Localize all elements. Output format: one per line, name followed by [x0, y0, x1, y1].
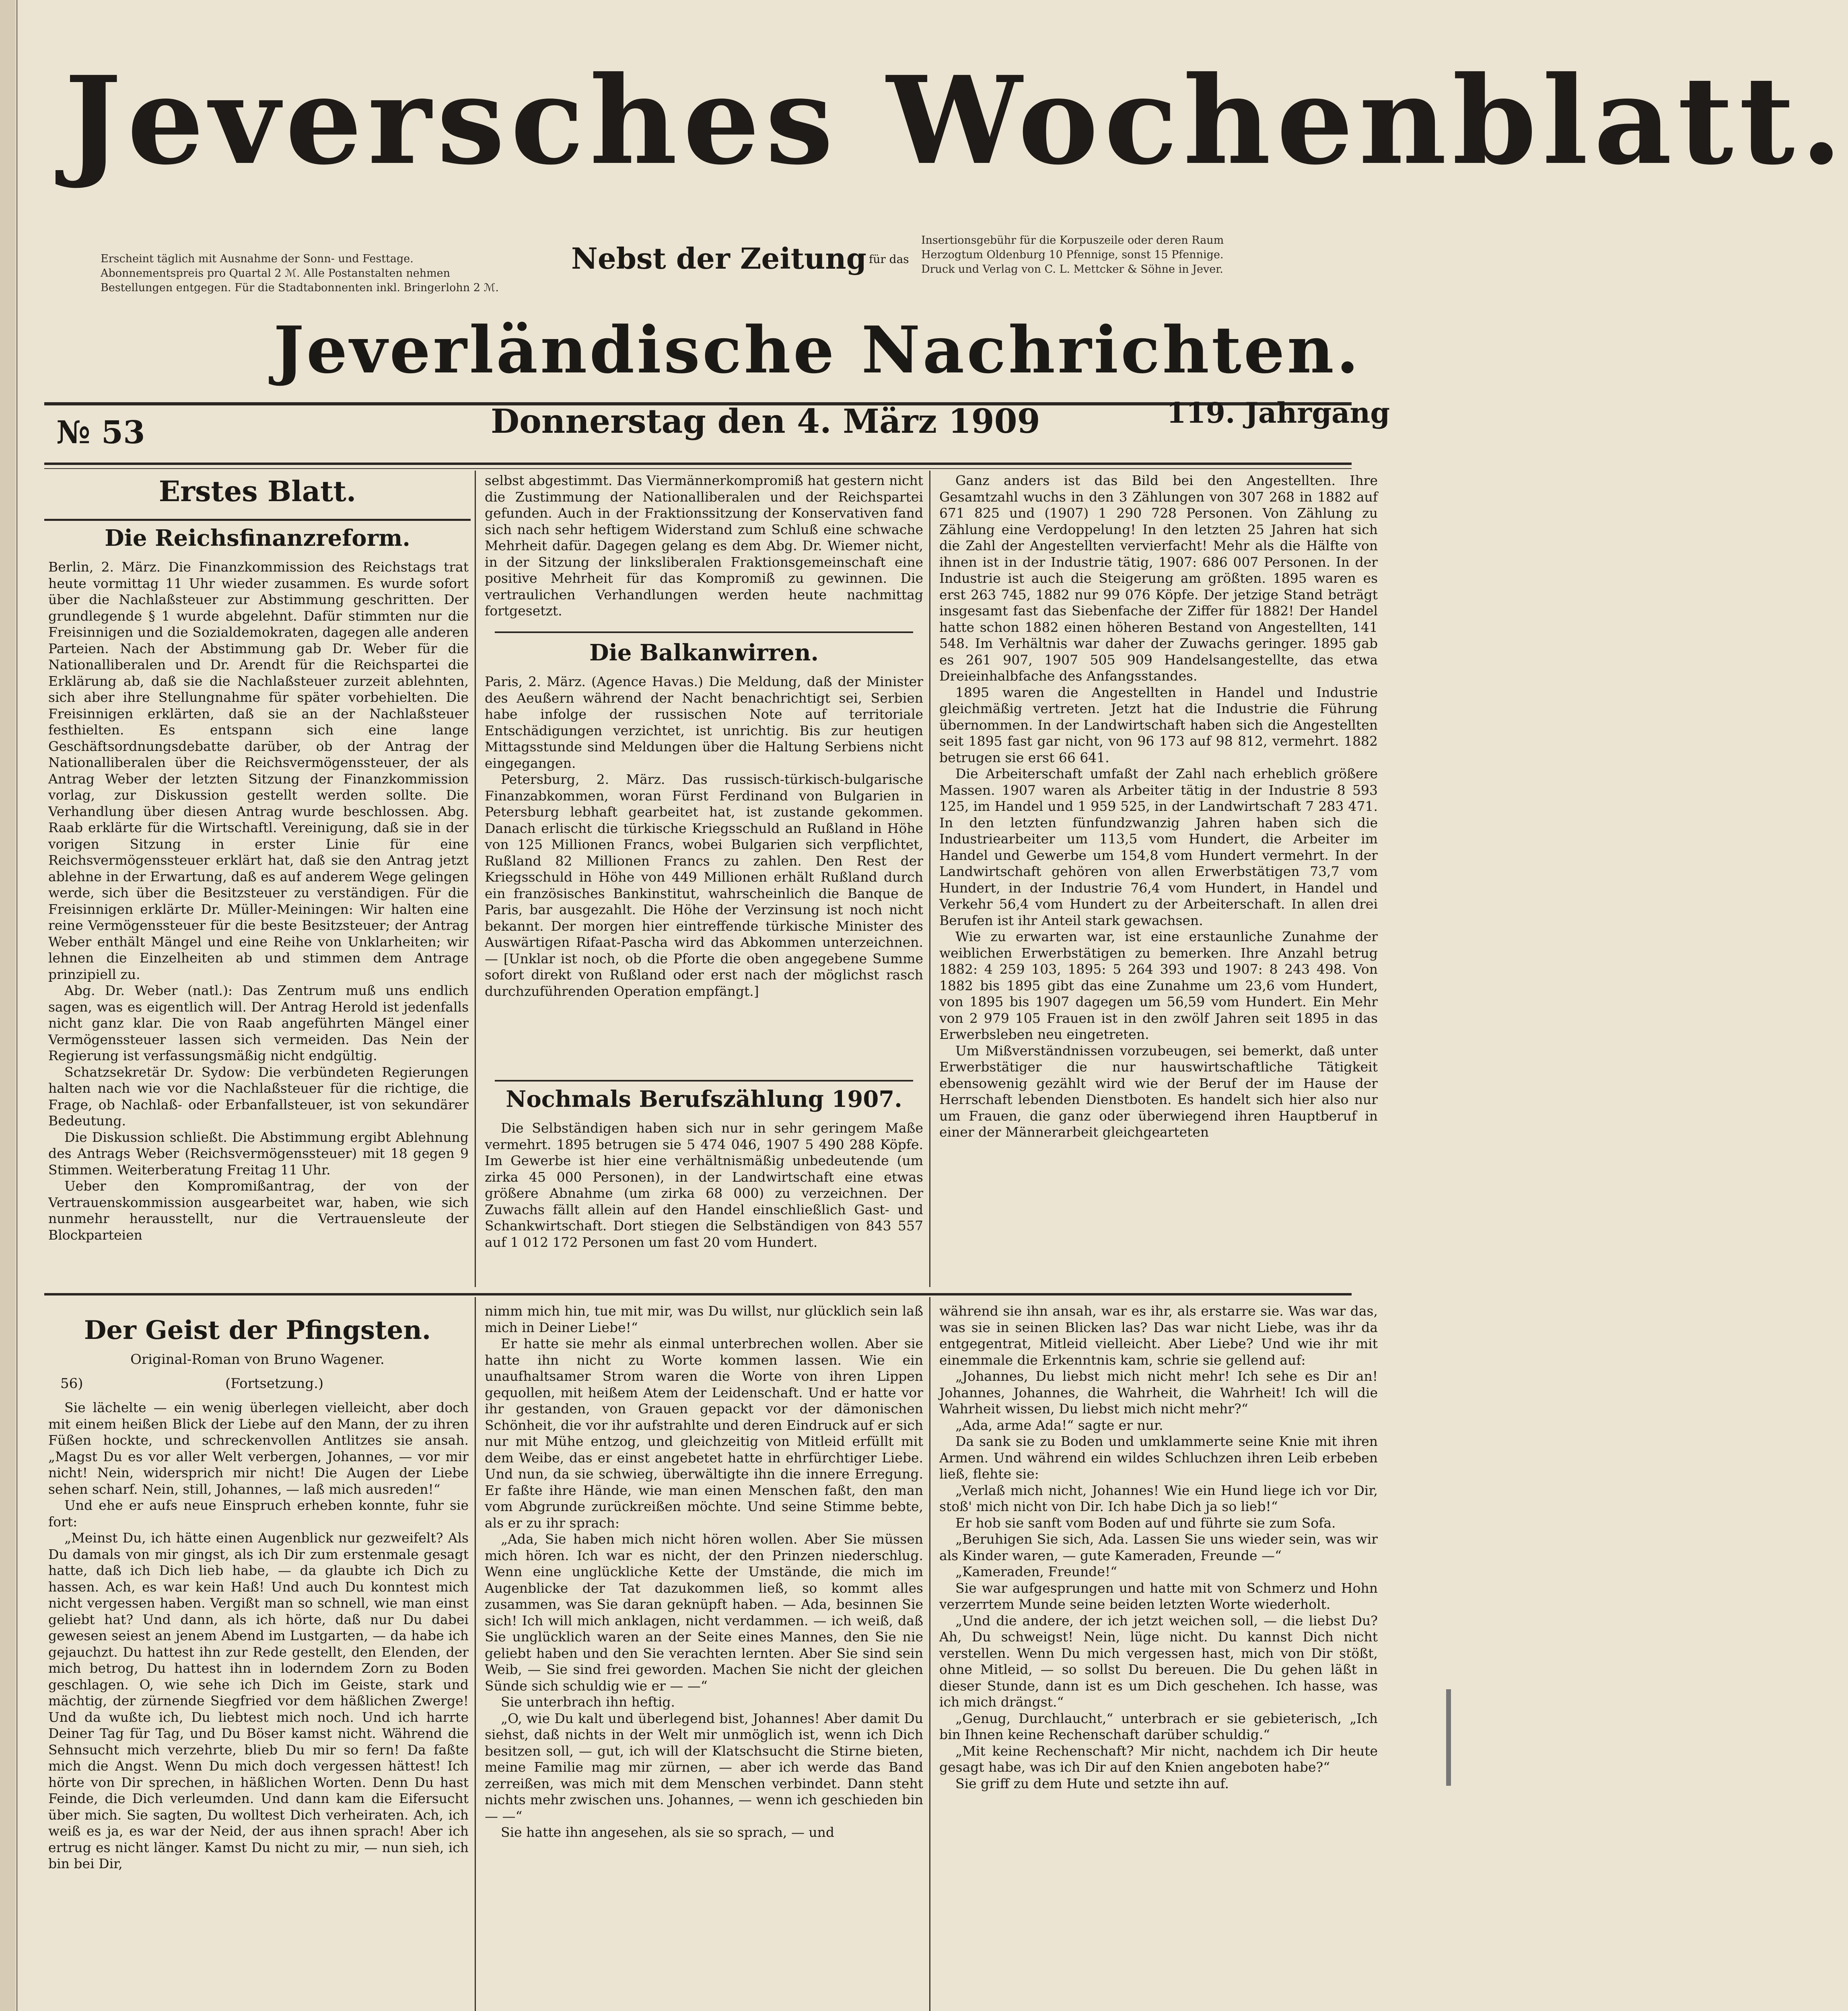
- story-paragraph: „Und die andere, der ich jetzt weichen soll, — die liebst Du? Ah, Du schweigst! Nein, lüge nicht. Du kannst Dich nicht verstellen. Wenn Du mich vergessen hast, mich von Dir stößt, ohne Mitleid, — so sollst Du bereuen. Die Du gehen läßt in dieser Stunde, dann ist es um Dich geschehen. Ich hasse, was ich mich drängst.“: [939, 1612, 1378, 1710]
- story-paragraph: „Meinst Du, ich hätte einen Augenblick nur gezweifelt? Als Du damals von mir gingst, als ich Dir zum erstenmale gesagt hatte, daß ich Dich lieb habe, — da glaubte ich Dich zu hassen. Ach, es war kein Haß! Und auch Du konntest mich nicht vergessen haben. Vergißt man so schnell, wie man einst geliebt hat? Und dann, als ich hörte, daß nur Du dabei gewesen seiest an jenem Abend im Lustgarten, — da habe ich gejauchzt. Du hattest ihn zur Rede gestellt, den Elenden, der mich betrog, Du hattest ihn in loderndem Zorn zu Boden geschlagen. O, wie sehe ich Dich im Geiste, stark und mächtig, der zürnende Siegfried vor dem häßlichen Zwerge! Und da wußte ich, Du liebtest mich noch. Und ich harrte Deiner Tag für Tag, und Du Böser kamst nicht. Während die Sehnsucht mich verzehrte, blieb Du mir so fern! Da faßte mich die Angst. Wenn Du mich doch vergessen hättest! Ich hörte von Dir sprechen, in häßlichen Worten. Denn Du hast Feinde, die Dich verleumden. Und dann kam die Eifersucht über mich. Sie sagten, Du wolltest Dich verheiraten. Ach, ich weiß es ja, es war der Neid, der aus ihnen sprach! Aber ich ertrug es nicht länger. Kamst Du nicht zu mir, — nun sieh, ich bin bei Dir,: [48, 1530, 469, 1871]
- feuilleton-col3: [939, 1303, 1378, 2011]
- nebst-der-zeitung: Nebst der Zeitung: [571, 241, 866, 276]
- masthead-rule-bottom-thin: [44, 468, 1352, 469]
- installment-number: 56): [60, 1376, 83, 1392]
- issue-number: № 53: [56, 414, 145, 451]
- column-divider-1: [475, 471, 476, 1287]
- reichsfinanzreform-continuation: [485, 473, 923, 625]
- feuilleton-rule: [44, 1293, 1352, 1295]
- berufszaehlung-continuation: [939, 473, 1378, 1285]
- berufszaehlung-heading: Nochmals Berufszählung 1907.: [506, 1086, 902, 1112]
- issue-date: Donnerstag den 4. März 1909: [491, 402, 1040, 441]
- balkan-rule: [495, 631, 913, 633]
- feuilleton-divider-1: [475, 1297, 476, 2011]
- erstes-blatt-rule: [44, 519, 471, 521]
- story-paragraph: während sie ihn ansah, war es ihr, als erstarre sie. Was war das, was sie in seinen Blicken las? Das war nicht Liebe, was ihr da entgegentrat, Mitleid vielleicht. Aber Liebe? Und wie ihr mit einemmale die Erkenntnis kam, schrie sie gellend auf:: [939, 1303, 1378, 1368]
- article-paragraph: Abg. Dr. Weber (natl.): Das Zentrum muß uns endlich sagen, was es eigentlich will. Der Antrag Herold ist jedenfalls nicht ganz klar. Die von Raab angeführten Mängel einer Vermögenssteuer lassen sich vermeiden. Das Nein der Regierung ist verfassungsmäßig nicht endgültig.: [48, 983, 469, 1063]
- story-paragraph: Er hatte sie mehr als einmal unterbrechen wollen. Aber sie hatte ihn nicht zu Worte kommen lassen. Wie ein unaufhaltsamer Strom waren die Worte von ihren Lippen gequollen, mit heißem Atem der Leidenschaft. Und er hatte vor ihr gestanden, von Grauen gepackt vor der dämonischen Schönheit, die vor ihr aufstrahlte und deren Eindruck auf er sich nur mit Mühe entzog, und gleichzeitig von Mitleid erfüllt mit dem Weibe, das er einst angebetet hatte in ehrfürchtiger Liebe. Und nun, da sie schwieg, überwältigte ihn die innere Erregung. Er faßte ihre Hände, wie man einen Menschen faßt, den man vom Abgrunde zurückreißen möchte. Und seine Stimme bebte, als er zu ihr sprach:: [485, 1336, 923, 1531]
- feuilleton-col2: [485, 1303, 923, 2011]
- article-paragraph: Um Mißverständnissen vorzubeugen, sei bemerkt, daß unter Erwerbstätiger die nur hauswirtschaftliche Tätigkeit ebensowenig gezählt wird wie der Beruf der im Hause der Herrschaft lebenden Dienstboten. Es handelt sich hier also nur um Frauen, die ganz oder überwiegend ihren Hauptberuf in einer der Männerarbeit gleichgearteten: [939, 1043, 1378, 1140]
- story-paragraph: „Johannes, Du liebst mich nicht mehr! Ich sehe es Dir an! Johannes, Johannes, die Wahrheit, die Wahrheit! Ich will die Wahrheit wissen, Du liebst mich nicht mehr?“: [939, 1368, 1378, 1417]
- article-paragraph: Schatzsekretär Dr. Sydow: Die verbündeten Regierungen halten nach wie vor die Nachlaßsteuer für die richtige, die Frage, ob Nachlaß- oder Erbanfallsteuer, ist von sekundärer Bedeutung.: [48, 1064, 469, 1129]
- subscription-note: Erscheint täglich mit Ausnahme der Sonn- und Festtage. Abonnementspreis pro Quartal 2 ℳ. Alle Postanstalten nehmen Bestellungen entgegen. Für die Stadtabonnenten inkl. Bringerlohn 2 ℳ.: [101, 253, 499, 294]
- insertion-fee-note: Insertionsgebühr für die Korpuszeile oder deren Raum Herzogtum Oldenburg 10 Pfennige, sonst 15 Pfennige. Druck und Verlag von C. L. Mettcker & Söhne in Jever.: [921, 234, 1224, 276]
- continuation-label: (Fortsetzung.): [225, 1376, 324, 1392]
- article-paragraph: Petersburg, 2. März. Das russisch-türkisch-bulgarische Finanzabkommen, woran Fürst Ferdinand von Bulgarien in Petersburg lebhaft gearbeitet hat, ist zustande gekommen. Danach erlischt die türkische Kriegsschuld an Rußland in Höhe von 125 Millionen Francs, wobei Bulgarien sich verpflichtet, Rußland 82 Millionen Francs zu zahlen. Den Rest der Kriegsschuld in Höhe von 449 Millionen erhält Rußland durch ein französisches Bankinstitut, wahrscheinlich die Banque de Paris, bar ausgezahlt. Die Höhe der Verzinsung ist noch nicht bekannt. Der morgen hier eintreffende türkische Minister des Auswärtigen Rifaat-Pascha wird das Abkommen unterzeichnen. — [Unklar ist noch, ob die Pforte die oben angegebene Summe sofort direkt von Rußland oder erst nach der möglichst rasch durchzuführenden Operation empfängt.]: [485, 771, 923, 999]
- story-paragraph: Sie war aufgesprungen und hatte mit von Schmerz und Hohn verzerrtem Munde seine beiden letzten Worte wiederholt.: [939, 1580, 1378, 1612]
- story-paragraph: „Genug, Durchlaucht,“ unterbrach er sie gebieterisch, „Ich bin Ihnen keine Rechenschaft darüber schuldig.“: [939, 1710, 1378, 1742]
- article-paragraph: Berlin, 2. März. Die Finanzkommission des Reichstags trat heute vormittag 11 Uhr wieder zusammen. Es wurde sofort über die Nachlaßsteuer zur Abstimmung geschritten. Der grundlegende § 1 wurde abgelehnt. Dafür stimmten nur die Freisinnigen und die Sozialdemokraten, dagegen alle anderen Parteien. Nach der Abstimmung gab Dr. Weber für die Nationalliberalen und Dr. Arendt für die Reichspartei die Erklärung ab, daß sie die Nachlaßsteuer zurzeit ablehnten, sich aber ihre Stellungnahme für später vorbehielten. Die Freisinnigen erklärten, daß sie an der Nachlaßsteuer festhielten. Es entspann sich eine lange Geschäftsordnungsdebatte darüber, ob der Antrag der Nationalliberalen über die Reichsvermögenssteuer, der als Antrag Weber der letzten Sitzung der Finanzkommission vorlag, zur Diskussion gestellt werden sollte. Die Verhandlung über diesen Antrag wurde beschlossen. Abg. Raab erklärte für die Wirtschaftl. Vereinigung, daß sie in der vorigen Sitzung in erster Linie für eine Reichsvermögenssteuer erklärt hat, daß sie den Antrag jetzt ablehne in der Erwartung, daß es auf anderem Wege gelingen werde, sich über die Besitzsteuer zu verständigen. Für die Freisinnigen erklärte Dr. Müller-Meiningen: Wir halten eine reine Vermögenssteuer für die beste Besitzsteuer; der Antrag Weber enthält Mängel und eine Reihe von Unklarheiten; wir lehnen die Einzelheiten ab und stimmen dem Antrage prinzipiell zu.: [48, 559, 469, 982]
- story-paragraph: „Mit keine Rechenschaft? Mir nicht, nachdem ich Dir heute gesagt habe, was ich Dir auf den Knien angeboten habe?“: [939, 1743, 1378, 1775]
- article-paragraph: 1895 waren die Angestellten in Handel und Industrie gleichmäßig vertreten. Jetzt hat die Industrie die Führung übernommen. In der Landwirtschaft haben sich die Angestellten seit 1895 fast gar nicht, von 96 173 auf 98 812, vermehrt. 1882 betrugen sie erst 66 641.: [939, 684, 1378, 765]
- column-divider-2: [929, 471, 930, 1287]
- story-paragraph: Und ehe er aufs neue Einspruch erheben konnte, fuhr sie fort:: [48, 1497, 469, 1530]
- story-paragraph: Sie unterbrach ihn heftig.: [501, 1694, 675, 1710]
- feuilleton-byline: Original-Roman von Bruno Wagener.: [130, 1351, 385, 1367]
- article-paragraph: Die Selbständigen haben sich nur in sehr geringem Maße vermehrt. 1895 betrugen sie 5 474 046, 1907 5 490 288 Köpfe. Im Gewerbe ist hier eine verhältnismäßig unbedeutende (um zirka 45 000 Personen), in der Landwirtschaft eine etwas größere Abnahme (um zirka 68 000) zu verzeichnen. Der Zuwachs fällt allein auf den Handel einschließlich Gast- und Schankwirtschaft. Dort stiegen die Selbständigen von 843 557 auf 1 012 172 Personen um fast 20 vom Hundert.: [485, 1120, 923, 1250]
- erstes-blatt-label: Erstes Blatt.: [158, 475, 356, 508]
- story-paragraph: „Ada, arme Ada!“ sagte er nur.: [955, 1417, 1163, 1433]
- fuer-das-label: für das: [869, 253, 909, 266]
- story-paragraph: Er hob sie sanft vom Boden auf und führte sie zum Sofa.: [955, 1515, 1336, 1531]
- story-paragraph: Sie hatte ihn angesehen, als sie so sprach, — und: [501, 1824, 835, 1840]
- story-paragraph: „Beruhigen Sie sich, Ada. Lassen Sie uns wieder sein, was wir als Kinder waren, — gute Kameraden, Freunde —“: [939, 1531, 1378, 1563]
- balkanwirren-body: [485, 674, 923, 1076]
- article-paragraph: Ueber den Kompromißantrag, der von der Vertrauenskommission ausgearbeitet war, haben, wie sich nunmehr herausstellt, nur die Vertrauensleute der Blockparteien: [48, 1178, 469, 1243]
- balkanwirren-heading: Die Balkanwirren.: [589, 639, 819, 666]
- page-left-edge: [0, 0, 15, 2011]
- scan-edge-mark: [1446, 1689, 1451, 1786]
- article-paragraph: Die Arbeiterschaft umfaßt der Zahl nach erheblich größere Massen. 1907 waren als Arbeiter tätig in der Industrie 8 593 125, im Handel und 1 959 525, in der Landwirtschaft 7 283 471. In den letzten fünfundzwanzig Jahren haben sich die Industriearbeiter um 113,5 vom Hundert, die Arbeiter im Handel und Gewerbe um 154,8 vom Hundert vermehrt. In der Landwirtschaft gehören von allen Erwerbstätigen 73,7 vom Hundert, in der Industrie 76,4 vom Hundert, in Handel und Verkehr 56,4 vom Hundert zu der Arbeiterschaft. In allen drei Berufen ist ihr Anteil stark gewachsen.: [939, 766, 1378, 928]
- feuilleton-col1: [48, 1400, 469, 2011]
- story-paragraph: „Ada, Sie haben mich nicht hören wollen. Aber Sie müssen mich hören. Ich war es nicht, der den Prinzen niederschlug. Wenn eine unglückliche Kette der Umstände, die mich im Augenblicke der Tat dazukommen ließ, so kommt alles zusammen, was Sie daran geknüpft haben. — Ada, besinnen Sie sich! Ich will mich anklagen, nicht verdammen. — ich weiß, daß Sie unglücklich waren an der Seite eines Mannes, den Sie nie geliebt haben und den Sie verachten lernten. Aber Sie sind sein Weib, — Sie sind frei geworden. Machen Sie nicht der gleichen Sünde sich schuldig wie er — —“: [485, 1531, 923, 1694]
- article-paragraph: Wie zu erwarten war, ist eine erstaunliche Zunahme der weiblichen Erwerbstätigen zu bemerken. Ihre Anzahl betrug 1882: 4 259 103, 1895: 5 264 393 und 1907: 8 243 498. Von 1882 bis 1895 gibt das eine Zunahme um 23,6 vom Hundert, von 1895 bis 1907 dagegen um 56,59 vom Hundert. Ein Mehr von 2 979 105 Frauen ist in den zwölf Jahren seit 1895 in das Erwerbsleben neu eingetreten.: [939, 929, 1378, 1042]
- story-paragraph: „O, wie Du kalt und überlegend bist, Johannes! Aber damit Du siehst, daß nichts in der Welt mir unmöglich ist, wenn ich Dich besitzen soll, — gut, ich will der Klatschsucht die Stirne bieten, meine Familie mag mir zürnen, — aber ich werde das Band zerreißen, was mich mit dem Menschen verbindet. Dann steht nichts mehr zwischen uns. Johannes, — wenn ich geschieden bin — —“: [485, 1710, 923, 1824]
- article-paragraph: Die Diskussion schließt. Die Abstimmung ergibt Ablehnung des Antrags Weber (Reichsvermögenssteuer) mit 18 gegen 9 Stimmen. Weiterberatung Freitag 11 Uhr.: [48, 1129, 469, 1178]
- story-paragraph: „Verlaß mich nicht, Johannes! Wie ein Hund liege ich vor Dir, stoß' mich nicht von Dir. Ich habe Dich ja so lieb!“: [939, 1482, 1378, 1514]
- story-paragraph: Sie lächelte — ein wenig überlegen vielleicht, aber doch mit einem heißen Blick der Liebe auf den Mann, der zu ihren Füßen hockte, und schreckenvollen Antlitzes sie ansah. „Magst Du es vor aller Welt verbergen, Johannes, — vor mir nicht! Nein, widersprich mir nicht! Die Augen der Liebe sehen scharf. Nein, still, Johannes, — laß mich ausreden!“: [48, 1400, 469, 1497]
- berufszaehlung-body: [485, 1120, 923, 1285]
- reichsfinanzreform-heading: Die Reichsfinanzreform.: [105, 525, 410, 551]
- berufszaehlung-rule: [495, 1080, 913, 1082]
- feuilleton-divider-2: [929, 1297, 930, 2011]
- masthead-rule-bottom: [44, 463, 1352, 465]
- newspaper-title: Jeversches Wochenblatt.: [64, 49, 1848, 191]
- story-paragraph: Sie griff zu dem Hute und setzte ihn auf.: [955, 1775, 1229, 1791]
- newspaper-subtitle: Jeverländische Nachrichten.: [274, 312, 1361, 388]
- article-paragraph: Ganz anders ist das Bild bei den Angestellten. Ihre Gesamtzahl wuchs in den 3 Zählungen von 307 268 in 1882 auf 671 825 und (1907) 1 290 728 Personen. Von Zählung zu Zählung eine Verdoppelung! In den letzten 25 Jahren hat sich die Zahl der Angestellten vervierfacht! Mehr als die Hälfte von ihnen ist in der Industrie tätig, 1907: 686 007 Personen. In der Industrie ist auch die Steigerung am größten. 1895 waren es erst 263 745, 1882 nur 99 076 Köpfe. Der jetzige Stand beträgt insgesamt fast das Siebenfache der Ziffer für 1882! Der Handel hatte schon 1882 einen höheren Bestand von Angestellten, 141 548. Im Verhältnis war daher der Zuwachs geringer. 1895 gab es 261 907, 1907 505 909 Handelsangestellte, das etwa Dreieinhalbfache des Anfangsstandes.: [939, 473, 1378, 684]
- feuilleton-heading: Der Geist der Pfingsten.: [84, 1315, 431, 1345]
- issue-year: 119. Jahrgang: [1167, 396, 1390, 430]
- story-paragraph: Da sank sie zu Boden und umklammerte seine Knie mit ihren Armen. Und während ein wildes Schluchzen ihren Leib erbeben ließ, flehte sie:: [939, 1433, 1378, 1482]
- article-paragraph: selbst abgestimmt. Das Viermännerkompromiß hat gestern nicht die Zustimmung der Nationalliberalen und der Reichspartei gefunden. Auch in der Fraktionssitzung der Konservativen fand sich nach sehr heftigem Widerstand zum Schluß eine schwache Mehrheit dafür. Dagegen gelang es dem Abg. Dr. Wiemer nicht, in der Sitzung der linksliberalen Fraktionsgemeinschaft eine positive Mehrheit für das Kompromiß zu gewinnen. Die vertraulichen Verhandlungen werden heute nachmittag fortgesetzt.: [485, 473, 923, 619]
- reichsfinanzreform-body: [48, 559, 469, 1283]
- story-paragraph: nimm mich hin, tue mit mir, was Du willst, nur glücklich sein laß mich in Deiner Liebe!“: [485, 1303, 923, 1335]
- page-binding-line: [16, 0, 18, 2011]
- article-paragraph: Paris, 2. März. (Agence Havas.) Die Meldung, daß der Minister des Aeußern während der Nacht benachrichtigt sei, Serbien habe infolge der russischen Note auf territoriale Entschädigungen verzichtet, ist unrichtig. Bis zur heutigen Mittagsstunde sind Meldungen über die Haltung Serbiens nicht eingegangen.: [485, 674, 923, 771]
- story-paragraph: „Kameraden, Freunde!“: [955, 1564, 1117, 1579]
